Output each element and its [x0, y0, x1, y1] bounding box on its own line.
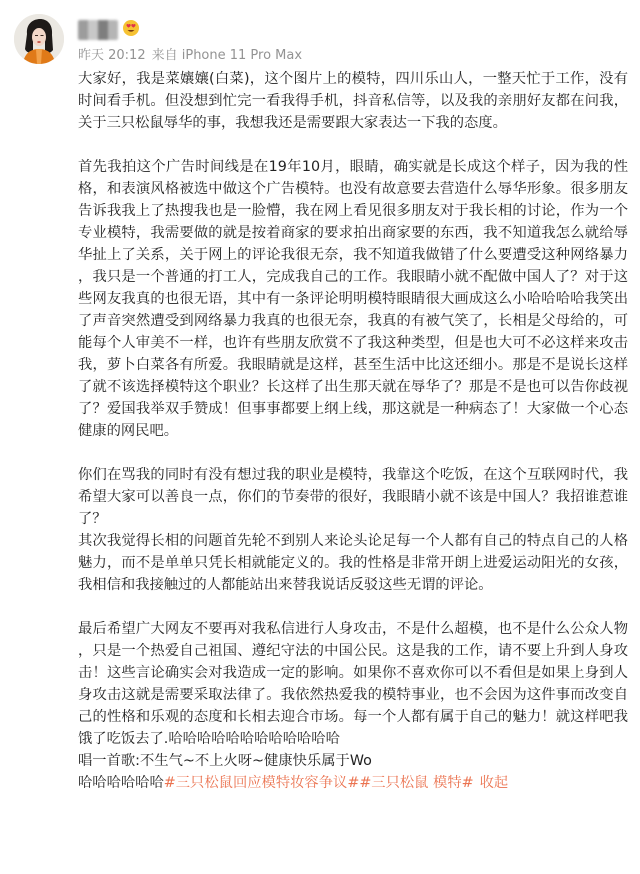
emoji-heart-eyes-icon: [122, 19, 140, 37]
post-source[interactable]: 来自 iPhone 11 Pro Max: [151, 48, 303, 63]
paragraph-career: 你们在骂我的同时有没有想过我的职业是模特，我靠这个吃饭，在这个互联网时代，我希望大家可以善良一点，你们的节奏带的很好，我眼睛小就不该是中国人？我招谁惹谁了？: [78, 467, 628, 527]
post-header: [0, 0, 640, 70]
paragraph-appearance: 其次我觉得长相的问题首先轮不到别人来论头论足每一个人都有自己的特点自己的人格魅力，而不是单单只凭长相就能定义的。我的性格是非常开朗上进爱运动阳光的女孩，我相信和我接触过的人都能站出来替我说话反驳这些无谓的评论。: [78, 533, 628, 593]
post-time: 昨天 20:12: [78, 48, 146, 63]
post-body: [78, 68, 628, 794]
hashtag-link[interactable]: #三只松鼠回应模特妆容争议#: [163, 775, 360, 791]
avatar-image: [14, 14, 64, 64]
paragraph-closing: 最后希望广大网友不要再对我私信进行人身攻击，不是什么超模，也不是什么公众人物，只是一个热爱自己祖国、遵纪守法的中国公民。这是我的工作，请不要上升到人身攻击！这些言论确实会对我造成一定的影响。如果你不喜欢你可以不看但是如果上身到人身攻击这就是需要采取法律了。我依然热爱我的模特事业，也不会因为这件事而改变自己的性格和乐观的态度和长相去迎合市场。每一个人都有属于自己的魅力！就这样吧我饿了吃饭去了.哈哈哈哈哈哈哈哈哈哈哈哈: [78, 621, 628, 747]
paragraph-timeline: 首先我拍这个广告时间线是在19年10月，眼睛，确实就是长成这个样子，因为我的性格，和表演风格被选中做这个广告模特。也没有故意要去营造什么辱华形象。很多朋友告诉我我上了热搜我也是一脸懵，我在网上看见很多朋友对于我长相的讨论，作为一个专业模特，我需要做的就是按着商家的要求拍出商家要的东西，我不知道我怎么就给辱华扯上了关系，关于网上的评论我很无奈，我不知道我做错了什么要遭受这种网络暴力，我只是一个普通的打工人，完成我自己的工作。我眼睛小就不配做中国人了？对于这些网友我真的也很无语，其中有一条评论明明模特眼睛很大画成这么小哈哈哈哈我笑出了声音突然遭受到网络暴力我真的也很无奈，我真的有被气笑了，长相是父母给的，可能每个人审美不一样，也许有些朋友欣赏不了我这种类型，但是也大可不必这样来攻击我，萝卜白菜各有所爱。我眼睛就是这样，甚至生活中比这还细小。那是不是说长这样了就不该选择模特这个职业？长这样了出生那天就在辱华了？那是不是也可以告你歧视了？爱国我举双手赞成！但事事都要上纲上线，那这就是一种病态了！大家做一个心态健康的网民吧。: [78, 159, 628, 439]
closing-line: [78, 772, 628, 794]
avatar[interactable]: [14, 14, 64, 64]
post-meta: [78, 44, 308, 63]
paragraph-intro: 大家好，我是菜孃孃(白菜)，这个图片上的模特，四川乐山人，一整天忙于工作，没有时间看手机。但没想到忙完一看我得手机，抖音私信等，以及我的亲朋好友都在问我，关于三只松鼠辱华的事，我想我还是需要跟大家表达一下我的态度。: [78, 71, 628, 131]
collapse-link[interactable]: 收起: [479, 775, 509, 791]
closing-prefix: 哈哈哈哈哈哈: [78, 775, 164, 791]
hashtag-link[interactable]: #三只松鼠 模特#: [359, 775, 474, 791]
paragraph-song: 唱一首歌:不生气~不上火呀~健康快乐属于Wo: [78, 753, 372, 769]
username-masked[interactable]: [78, 20, 118, 40]
